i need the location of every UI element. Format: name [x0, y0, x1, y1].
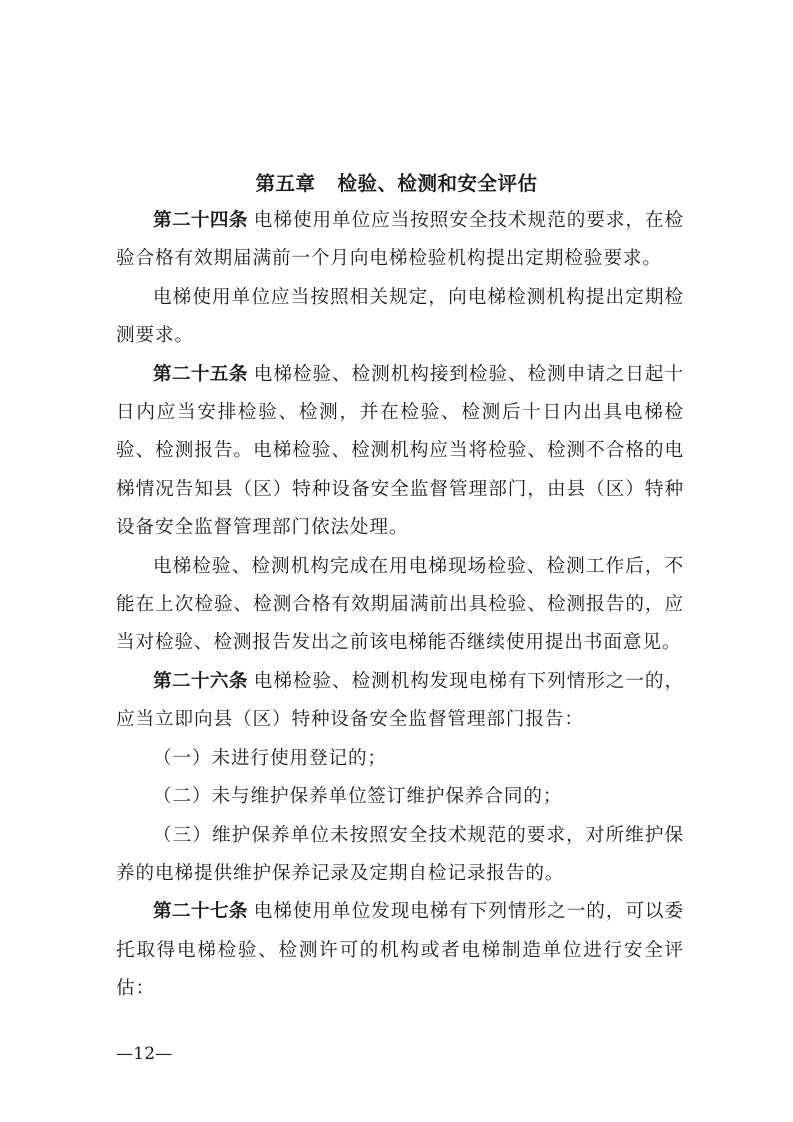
paragraph-article-24: [116, 202, 684, 279]
paragraph-text: 电梯检验、检测机构发现电梯有下列情形之一的，应当立即向县（区）特种设备安全监督管理部门报告：: [116, 670, 684, 731]
page-number: —12—: [116, 1044, 173, 1064]
article-number: 第二十五条: [153, 363, 248, 385]
article-number: 第二十七条: [153, 901, 248, 923]
chapter-title-text: 检验、检测和安全评估: [337, 172, 538, 195]
paragraph-text: 电梯使用单位发现电梯有下列情形之一的，可以委托取得电梯检验、检测许可的机构或者电梯制造单位进行安全评估：: [116, 901, 684, 1000]
paragraph-article-25: [116, 356, 684, 548]
article-number: 第二十四条: [153, 210, 248, 231]
paragraph-text: 电梯检验、检测机构完成在用电梯现场检验、检测工作后，不能在上次检验、检测合格有效期届满前出具检验、检测报告的，应当对检验、检测报告发出之前该电梯能否继续使用提出书面意见。: [116, 555, 684, 654]
paragraph-text: （一）未进行使用登记的；: [153, 747, 387, 769]
paragraph-article-24-cont: [116, 279, 684, 356]
body-text: [116, 202, 684, 1009]
paragraph-article-27: [116, 893, 684, 1008]
paragraph-text: 电梯检验、检测机构接到检验、检测申请之日起十日内应当安排检验、检测，并在检验、检测后十日内出具电梯检验、检测报告。电梯检验、检测机构应当将检验、检测不合格的电梯情况告知县（区）特种设备安全监督管理部门，由县（区）特种设备安全监督管理部门依法处理。: [116, 363, 684, 539]
paragraph-text: （二）未与维护保养单位签订维护保养合同的；: [153, 786, 563, 808]
list-item-1: [116, 740, 684, 778]
paragraph-text: 电梯使用单位应当按照相关规定，向电梯检测机构提出定期检测要求。: [116, 286, 684, 347]
list-item-2: [116, 778, 684, 816]
paragraph-text: （三）维护保养单位未按照安全技术规范的要求，对所维护保养的电梯提供维护保养记录及定期自检记录报告的。: [116, 824, 684, 884]
chapter-heading: [0, 166, 793, 202]
paragraph-article-25-cont: [116, 548, 684, 663]
chapter-number: 第五章: [255, 172, 316, 195]
list-item-3: [116, 817, 684, 894]
article-number: 第二十六条: [153, 670, 248, 692]
paragraph-text: 电梯使用单位应当按照安全技术规范的要求，在检验合格有效期届满前一个月向电梯检验机构提出定期检验要求。: [116, 210, 684, 270]
paragraph-article-26: [116, 663, 684, 740]
